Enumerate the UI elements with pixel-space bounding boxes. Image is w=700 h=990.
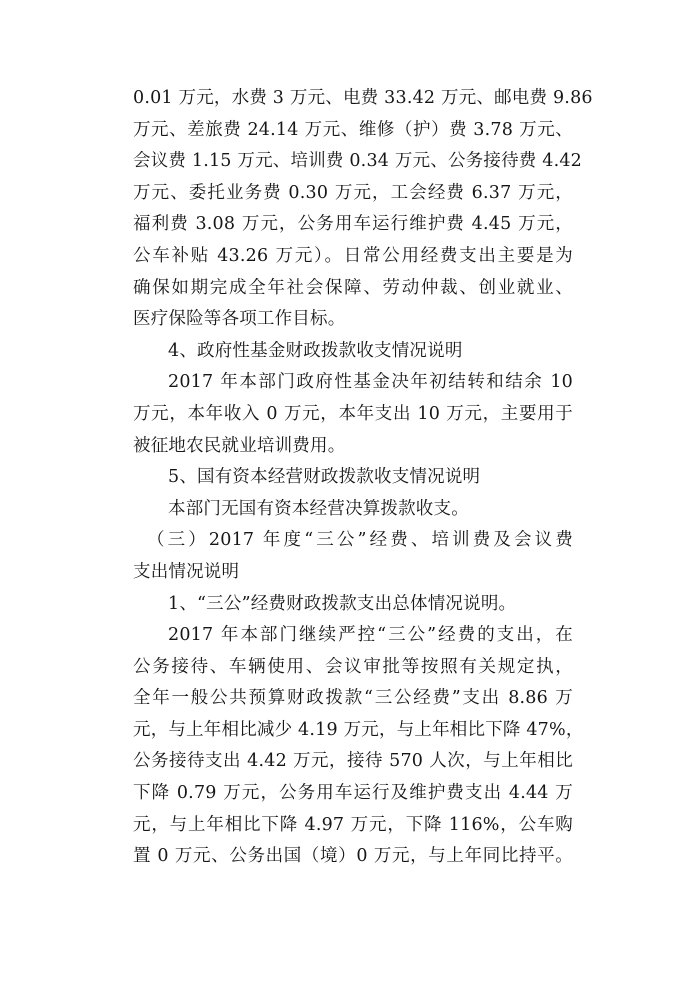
text-line: 本部门无国有资本经营决算拨款收支。 xyxy=(168,498,469,519)
text-line: 万元，本年收入 0 万元，本年支出 10 万元，主要用于 xyxy=(133,403,573,424)
section-heading: 5、国有资本经营财政拨款收支情况说明 xyxy=(168,467,481,488)
text-line: 被征地农民就业培训费用。 xyxy=(133,435,346,456)
section-heading: 支出情况说明 xyxy=(133,561,240,582)
text-line: 万元、差旅费 24.14 万元、维修（护）费 3.78 万元、 xyxy=(133,119,573,140)
text-line: 2017 年本部门政府性基金决年初结转和结余 10 xyxy=(168,372,573,393)
text-line: 下降 0.79 万元，公务用车运行及维护费支出 4.44 万 xyxy=(133,783,573,804)
text-line: 元，与上年相比下降 4.97 万元，下降 116%，公车购 xyxy=(133,814,573,835)
section-heading: （三）2017 年度“三公”经费、培训费及会议费 xyxy=(147,530,573,551)
text-line: 福利费 3.08 万元，公务用车运行维护费 4.45 万元， xyxy=(133,214,573,235)
text-line: 公务接待支出 4.42 万元，接待 570 人次，与上年相比 xyxy=(133,751,573,772)
text-line: 万元、委托业务费 0.30 万元，工会经费 6.37 万元， xyxy=(133,182,573,203)
document-body xyxy=(133,83,593,873)
section-heading: 4、政府性基金财政拨款收支情况说明 xyxy=(168,340,463,361)
text-line: 元，与上年相比减少 4.19 万元，与上年相比下降 47%， xyxy=(133,719,584,740)
text-line: 公务接待、车辆使用、会议审批等按照有关规定执， xyxy=(133,656,573,677)
text-line: 0.01 万元，水费 3 万元、电费 33.42 万元、邮电费 9.86 xyxy=(133,88,593,108)
text-line: 2017 年本部门继续严控“三公”经费的支出，在 xyxy=(168,625,573,646)
text-line: 公车补贴 43.26 万元）。日常公用经费支出主要是为 xyxy=(133,245,573,266)
section-heading: 1、“三公”经费财政拨款支出总体情况说明。 xyxy=(168,593,517,614)
text-line: 置 0 万元、公务出国（境）0 万元，与上年同比持平。 xyxy=(133,846,573,867)
text-line: 全年一般公共预算财政拨款“三公经费”支出 8.86 万 xyxy=(133,688,573,709)
text-line: 医疗保险等各项工作目标。 xyxy=(133,309,346,330)
text-line: 确保如期完成全年社会保障、劳动仲裁、创业就业、 xyxy=(133,277,573,298)
text-line: 会议费 1.15 万元、培训费 0.34 万元、公务接待费 4.42 xyxy=(133,151,583,172)
